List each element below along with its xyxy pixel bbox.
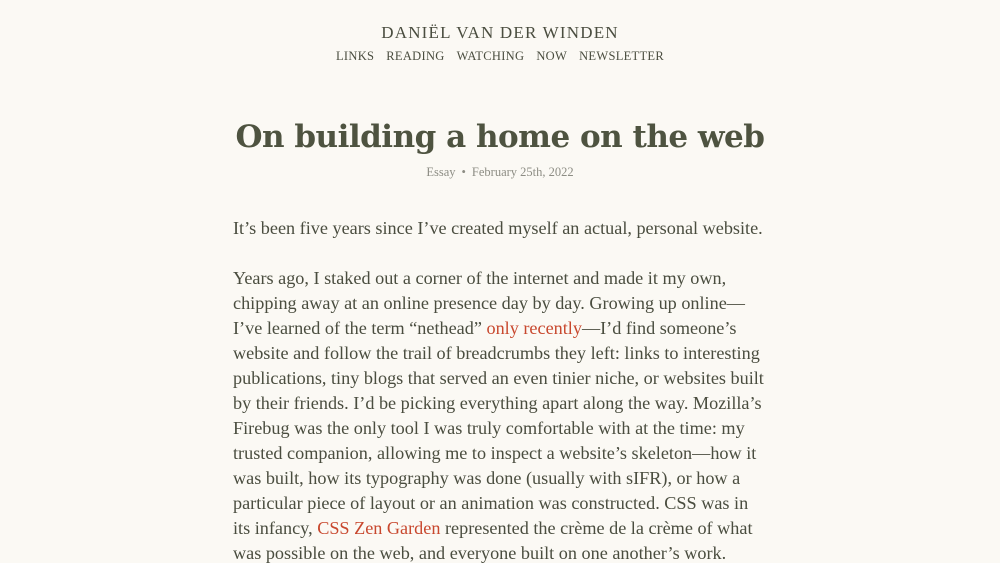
- paragraph-2: [233, 266, 768, 563]
- main-nav: [0, 49, 1000, 64]
- paragraph-2-text-b: —I’d find someone’s website and follow the trail of breadcrumbs they left: links to interesting publications, tiny blogs that served an even tinier niche, or websites built by their friends. I’d be picking everything apart along the way. Mozilla’s Firebug was the only tool I was truly comfortable with at the time: my trusted companion, allowing me to inspect a website’s skeleton—how it was built, how its typography was done (usually with sIFR), or how a particular piece of layout or an animation was constructed. CSS was in its infancy,: [233, 318, 764, 538]
- nav-link-links[interactable]: LINKS: [335, 49, 375, 63]
- article-category: Essay: [426, 165, 456, 179]
- meta-separator: •: [461, 165, 466, 179]
- nav-link-watching[interactable]: WATCHING: [456, 49, 525, 63]
- link-only-recently[interactable]: only recently: [486, 318, 582, 338]
- site-title-link[interactable]: DANIËL VAN DER WINDEN: [381, 23, 619, 42]
- paragraph-2-text-c: represented the crème de la crème of what was possible on the web, and everyone built on one another’s work.: [233, 518, 753, 563]
- paragraph-2-text-a: Years ago, I staked out a corner of the internet and made it my own, chipping away at an online presence day by day. Growing up online—I’ve learned of the term “nethead”: [233, 268, 745, 338]
- nav-link-newsletter[interactable]: NEWSLETTER: [579, 49, 665, 63]
- article-date: February 25th, 2022: [471, 165, 574, 179]
- paragraph-1: It’s been five years since I’ve created myself an actual, personal website.: [233, 218, 763, 238]
- article: [0, 119, 1000, 563]
- article-title: On building a home on the web: [235, 119, 765, 155]
- article-meta: [0, 165, 1000, 180]
- nav-link-reading[interactable]: READING: [386, 49, 445, 63]
- article-body: [233, 216, 768, 563]
- site-header: [0, 0, 1000, 64]
- link-css-zen-garden[interactable]: CSS Zen Garden: [317, 518, 441, 538]
- nav-link-now[interactable]: NOW: [536, 49, 568, 63]
